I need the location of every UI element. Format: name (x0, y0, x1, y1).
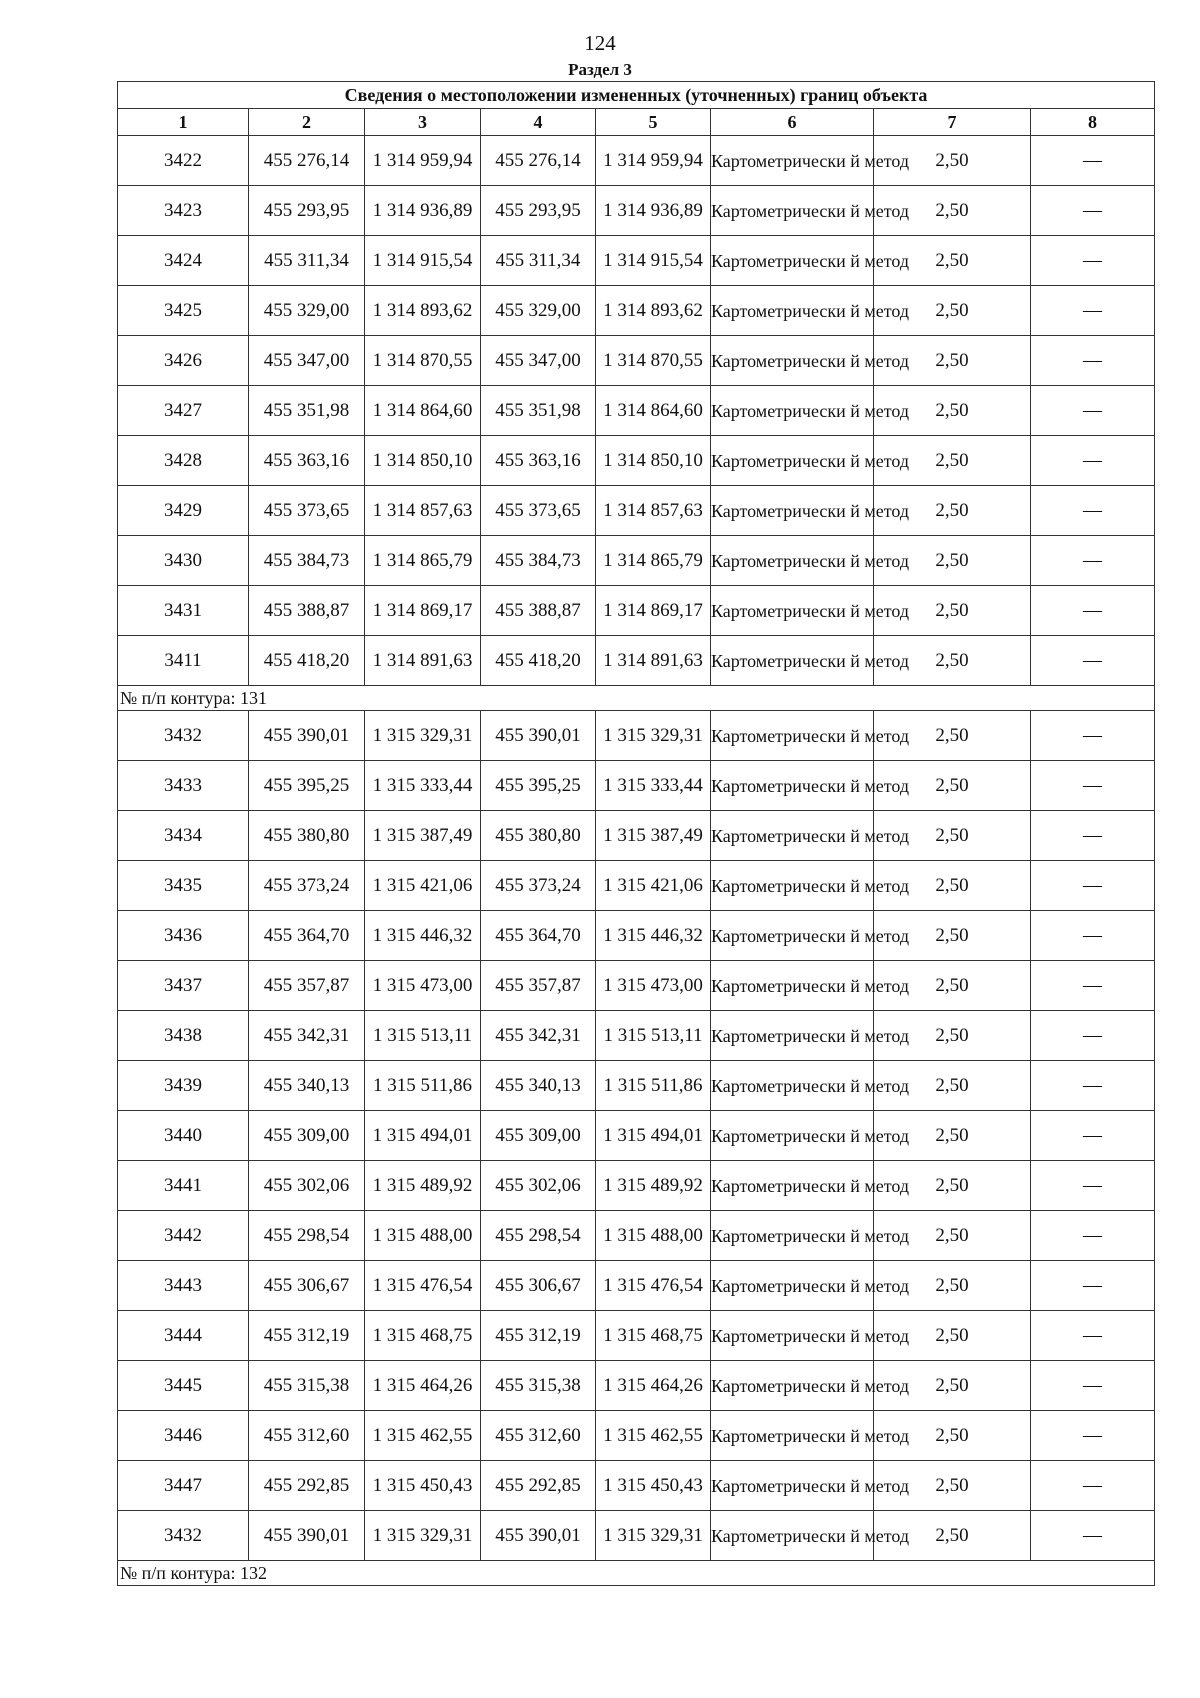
x-existing-cell: 455 373,65 (249, 486, 365, 536)
y-new-cell: 1 314 865,79 (596, 536, 711, 586)
point-number-cell: 3425 (118, 286, 249, 336)
method-cell: Картометрически й метод (711, 1461, 874, 1511)
x-new-cell: 455 357,87 (481, 961, 596, 1011)
x-new-cell: 455 329,00 (481, 286, 596, 336)
y-new-cell: 1 315 489,92 (596, 1161, 711, 1211)
x-new-cell: 455 390,01 (481, 711, 596, 761)
precision-cell: 2,50 (874, 1261, 1031, 1311)
y-new-cell: 1 315 511,86 (596, 1061, 711, 1111)
table-row (118, 486, 1155, 536)
point-number-cell: 3428 (118, 436, 249, 486)
x-existing-cell: 455 380,80 (249, 811, 365, 861)
point-number-cell: 3447 (118, 1461, 249, 1511)
table-row (118, 1161, 1155, 1211)
precision-cell: 2,50 (874, 1361, 1031, 1411)
point-number-cell: 3424 (118, 236, 249, 286)
y-new-cell: 1 314 891,63 (596, 636, 711, 686)
y-new-cell: 1 314 893,62 (596, 286, 711, 336)
column-header-6: 6 (711, 109, 874, 136)
table-row (118, 961, 1155, 1011)
y-new-cell: 1 315 462,55 (596, 1411, 711, 1461)
x-new-cell: 455 302,06 (481, 1161, 596, 1211)
x-new-cell: 455 384,73 (481, 536, 596, 586)
y-new-cell: 1 314 857,63 (596, 486, 711, 536)
description-cell: — (1031, 761, 1155, 811)
method-cell: Картометрически й метод (711, 961, 874, 1011)
column-header-5: 5 (596, 109, 711, 136)
x-new-cell: 455 293,95 (481, 186, 596, 236)
description-cell: — (1031, 1361, 1155, 1411)
y-existing-cell: 1 315 329,31 (365, 1511, 481, 1561)
description-cell: — (1031, 961, 1155, 1011)
method-cell: Картометрически й метод (711, 861, 874, 911)
x-new-cell: 455 298,54 (481, 1211, 596, 1261)
y-existing-cell: 1 315 387,49 (365, 811, 481, 861)
y-existing-cell: 1 315 468,75 (365, 1311, 481, 1361)
description-cell: — (1031, 1211, 1155, 1261)
method-cell: Картометрически й метод (711, 1211, 874, 1261)
y-new-cell: 1 315 329,31 (596, 711, 711, 761)
x-new-cell: 455 315,38 (481, 1361, 596, 1411)
description-cell: — (1031, 1411, 1155, 1461)
y-new-cell: 1 314 870,55 (596, 336, 711, 386)
precision-cell: 2,50 (874, 1461, 1031, 1511)
y-new-cell: 1 315 333,44 (596, 761, 711, 811)
method-cell: Картометрически й метод (711, 1161, 874, 1211)
table-row (118, 1411, 1155, 1461)
x-existing-cell: 455 418,20 (249, 636, 365, 686)
x-existing-cell: 455 342,31 (249, 1011, 365, 1061)
table-row (118, 861, 1155, 911)
x-existing-cell: 455 347,00 (249, 336, 365, 386)
description-cell: — (1031, 436, 1155, 486)
section-title: Раздел 3 (568, 60, 632, 79)
point-number-cell: 3441 (118, 1161, 249, 1211)
method-cell: Картометрически й метод (711, 236, 874, 286)
point-number-cell: 3411 (118, 636, 249, 686)
y-existing-cell: 1 314 936,89 (365, 186, 481, 236)
x-existing-cell: 455 309,00 (249, 1111, 365, 1161)
point-number-cell: 3439 (118, 1061, 249, 1111)
method-cell: Картометрически й метод (711, 586, 874, 636)
table-row (118, 136, 1155, 186)
x-new-cell: 455 363,16 (481, 436, 596, 486)
precision-cell: 2,50 (874, 486, 1031, 536)
y-existing-cell: 1 315 489,92 (365, 1161, 481, 1211)
table-row (118, 536, 1155, 586)
point-number-cell: 3427 (118, 386, 249, 436)
precision-cell: 2,50 (874, 861, 1031, 911)
point-number-cell: 3437 (118, 961, 249, 1011)
table-row (118, 1361, 1155, 1411)
y-existing-cell: 1 315 513,11 (365, 1011, 481, 1061)
x-existing-cell: 455 384,73 (249, 536, 365, 586)
method-cell: Картометрически й метод (711, 186, 874, 236)
x-new-cell: 455 388,87 (481, 586, 596, 636)
y-new-cell: 1 314 936,89 (596, 186, 711, 236)
page-number: 124 (584, 31, 616, 55)
description-cell: — (1031, 136, 1155, 186)
x-existing-cell: 455 312,19 (249, 1311, 365, 1361)
point-number-cell: 3432 (118, 1511, 249, 1561)
description-cell: — (1031, 811, 1155, 861)
description-cell: — (1031, 386, 1155, 436)
x-new-cell: 455 309,00 (481, 1111, 596, 1161)
method-cell: Картометрически й метод (711, 136, 874, 186)
x-existing-cell: 455 364,70 (249, 911, 365, 961)
y-new-cell: 1 315 450,43 (596, 1461, 711, 1511)
y-existing-cell: 1 314 893,62 (365, 286, 481, 336)
y-new-cell: 1 315 476,54 (596, 1261, 711, 1311)
description-cell: — (1031, 1061, 1155, 1111)
description-cell: — (1031, 286, 1155, 336)
y-existing-cell: 1 315 421,06 (365, 861, 481, 911)
table-row (118, 1011, 1155, 1061)
x-new-cell: 455 340,13 (481, 1061, 596, 1111)
x-existing-cell: 455 395,25 (249, 761, 365, 811)
x-existing-cell: 455 363,16 (249, 436, 365, 486)
method-cell: Картометрически й метод (711, 1261, 874, 1311)
table-row (118, 386, 1155, 436)
precision-cell: 2,50 (874, 386, 1031, 436)
table-caption: Сведения о местоположении измененных (уточненных) границ объекта (118, 82, 1155, 109)
y-new-cell: 1 315 446,32 (596, 911, 711, 961)
precision-cell: 2,50 (874, 1161, 1031, 1211)
precision-cell: 2,50 (874, 286, 1031, 336)
x-new-cell: 455 390,01 (481, 1511, 596, 1561)
x-new-cell: 455 380,80 (481, 811, 596, 861)
y-new-cell: 1 315 421,06 (596, 861, 711, 911)
y-existing-cell: 1 315 329,31 (365, 711, 481, 761)
description-cell: — (1031, 1311, 1155, 1361)
x-existing-cell: 455 315,38 (249, 1361, 365, 1411)
precision-cell: 2,50 (874, 586, 1031, 636)
x-existing-cell: 455 311,34 (249, 236, 365, 286)
method-cell: Картометрически й метод (711, 761, 874, 811)
contour-label: № п/п контура: 131 (118, 686, 1155, 711)
table-caption-row (118, 82, 1155, 109)
precision-cell: 2,50 (874, 186, 1031, 236)
x-new-cell: 455 373,24 (481, 861, 596, 911)
y-existing-cell: 1 315 464,26 (365, 1361, 481, 1411)
description-cell: — (1031, 586, 1155, 636)
x-new-cell: 455 395,25 (481, 761, 596, 811)
method-cell: Картометрически й метод (711, 811, 874, 861)
y-new-cell: 1 314 850,10 (596, 436, 711, 486)
description-cell: — (1031, 636, 1155, 686)
method-cell: Картометрически й метод (711, 1061, 874, 1111)
table-row (118, 1111, 1155, 1161)
point-number-cell: 3434 (118, 811, 249, 861)
description-cell: — (1031, 911, 1155, 961)
y-new-cell: 1 315 473,00 (596, 961, 711, 1011)
x-existing-cell: 455 357,87 (249, 961, 365, 1011)
precision-cell: 2,50 (874, 436, 1031, 486)
column-header-row (118, 109, 1155, 136)
y-existing-cell: 1 315 494,01 (365, 1111, 481, 1161)
y-existing-cell: 1 315 473,00 (365, 961, 481, 1011)
point-number-cell: 3442 (118, 1211, 249, 1261)
y-existing-cell: 1 314 959,94 (365, 136, 481, 186)
method-cell: Картометрически й метод (711, 336, 874, 386)
precision-cell: 2,50 (874, 136, 1031, 186)
point-number-cell: 3435 (118, 861, 249, 911)
point-number-cell: 3432 (118, 711, 249, 761)
point-number-cell: 3445 (118, 1361, 249, 1411)
description-cell: — (1031, 1111, 1155, 1161)
x-existing-cell: 455 312,60 (249, 1411, 365, 1461)
precision-cell: 2,50 (874, 911, 1031, 961)
y-existing-cell: 1 314 857,63 (365, 486, 481, 536)
description-cell: — (1031, 336, 1155, 386)
y-existing-cell: 1 315 476,54 (365, 1261, 481, 1311)
precision-cell: 2,50 (874, 536, 1031, 586)
method-cell: Картометрически й метод (711, 1361, 874, 1411)
y-new-cell: 1 314 864,60 (596, 386, 711, 436)
y-new-cell: 1 315 464,26 (596, 1361, 711, 1411)
precision-cell: 2,50 (874, 1061, 1031, 1111)
column-header-4: 4 (481, 109, 596, 136)
y-existing-cell: 1 315 511,86 (365, 1061, 481, 1111)
x-new-cell: 455 418,20 (481, 636, 596, 686)
precision-cell: 2,50 (874, 711, 1031, 761)
column-header-8: 8 (1031, 109, 1155, 136)
precision-cell: 2,50 (874, 1311, 1031, 1361)
point-number-cell: 3444 (118, 1311, 249, 1361)
description-cell: — (1031, 711, 1155, 761)
y-new-cell: 1 314 915,54 (596, 236, 711, 286)
description-cell: — (1031, 861, 1155, 911)
y-new-cell: 1 315 488,00 (596, 1211, 711, 1261)
x-existing-cell: 455 390,01 (249, 711, 365, 761)
method-cell: Картометрически й метод (711, 436, 874, 486)
method-cell: Картометрически й метод (711, 1111, 874, 1161)
method-cell: Картометрически й метод (711, 1311, 874, 1361)
y-existing-cell: 1 315 333,44 (365, 761, 481, 811)
description-cell: — (1031, 1461, 1155, 1511)
coordinates-table (117, 81, 1155, 1586)
y-new-cell: 1 314 959,94 (596, 136, 711, 186)
x-existing-cell: 455 293,95 (249, 186, 365, 236)
point-number-cell: 3436 (118, 911, 249, 961)
column-header-7: 7 (874, 109, 1031, 136)
method-cell: Картометрически й метод (711, 711, 874, 761)
y-existing-cell: 1 315 446,32 (365, 911, 481, 961)
point-number-cell: 3426 (118, 336, 249, 386)
x-existing-cell: 455 302,06 (249, 1161, 365, 1211)
table-row (118, 1261, 1155, 1311)
y-existing-cell: 1 314 869,17 (365, 586, 481, 636)
table-row (118, 1461, 1155, 1511)
table-row (118, 636, 1155, 686)
description-cell: — (1031, 536, 1155, 586)
point-number-cell: 3423 (118, 186, 249, 236)
column-header-1: 1 (118, 109, 249, 136)
x-new-cell: 455 311,34 (481, 236, 596, 286)
method-cell: Картометрически й метод (711, 1011, 874, 1061)
point-number-cell: 3422 (118, 136, 249, 186)
y-existing-cell: 1 314 865,79 (365, 536, 481, 586)
column-header-2: 2 (249, 109, 365, 136)
y-existing-cell: 1 314 915,54 (365, 236, 481, 286)
x-new-cell: 455 347,00 (481, 336, 596, 386)
method-cell: Картометрически й метод (711, 486, 874, 536)
x-new-cell: 455 312,19 (481, 1311, 596, 1361)
y-existing-cell: 1 315 450,43 (365, 1461, 481, 1511)
y-existing-cell: 1 314 850,10 (365, 436, 481, 486)
x-new-cell: 455 306,67 (481, 1261, 596, 1311)
method-cell: Картометрически й метод (711, 536, 874, 586)
point-number-cell: 3446 (118, 1411, 249, 1461)
precision-cell: 2,50 (874, 1011, 1031, 1061)
precision-cell: 2,50 (874, 1411, 1031, 1461)
precision-cell: 2,50 (874, 1511, 1031, 1561)
table-row (118, 1511, 1155, 1561)
x-existing-cell: 455 292,85 (249, 1461, 365, 1511)
point-number-cell: 3443 (118, 1261, 249, 1311)
precision-cell: 2,50 (874, 761, 1031, 811)
table-row (118, 1061, 1155, 1111)
y-new-cell: 1 314 869,17 (596, 586, 711, 636)
x-new-cell: 455 292,85 (481, 1461, 596, 1511)
description-cell: — (1031, 1511, 1155, 1561)
x-new-cell: 455 342,31 (481, 1011, 596, 1061)
description-cell: — (1031, 186, 1155, 236)
description-cell: — (1031, 1261, 1155, 1311)
x-new-cell: 455 373,65 (481, 486, 596, 536)
precision-cell: 2,50 (874, 811, 1031, 861)
y-new-cell: 1 315 513,11 (596, 1011, 711, 1061)
table-row (118, 911, 1155, 961)
precision-cell: 2,50 (874, 961, 1031, 1011)
x-new-cell: 455 312,60 (481, 1411, 596, 1461)
y-existing-cell: 1 314 891,63 (365, 636, 481, 686)
contour-row (118, 686, 1155, 711)
y-existing-cell: 1 314 870,55 (365, 336, 481, 386)
y-new-cell: 1 315 494,01 (596, 1111, 711, 1161)
table-row (118, 186, 1155, 236)
method-cell: Картометрически й метод (711, 286, 874, 336)
y-new-cell: 1 315 329,31 (596, 1511, 711, 1561)
y-existing-cell: 1 314 864,60 (365, 386, 481, 436)
table-row (118, 711, 1155, 761)
precision-cell: 2,50 (874, 336, 1031, 386)
x-existing-cell: 455 390,01 (249, 1511, 365, 1561)
table-row (118, 1311, 1155, 1361)
column-header-3: 3 (365, 109, 481, 136)
precision-cell: 2,50 (874, 636, 1031, 686)
table-row (118, 436, 1155, 486)
description-cell: — (1031, 236, 1155, 286)
method-cell: Картометрически й метод (711, 1511, 874, 1561)
method-cell: Картометрически й метод (711, 386, 874, 436)
table-row (118, 286, 1155, 336)
method-cell: Картометрически й метод (711, 1411, 874, 1461)
point-number-cell: 3433 (118, 761, 249, 811)
point-number-cell: 3440 (118, 1111, 249, 1161)
table-row (118, 236, 1155, 286)
x-existing-cell: 455 329,00 (249, 286, 365, 336)
point-number-cell: 3429 (118, 486, 249, 536)
description-cell: — (1031, 1011, 1155, 1061)
x-existing-cell: 455 340,13 (249, 1061, 365, 1111)
contour-row (118, 1561, 1155, 1586)
x-existing-cell: 455 351,98 (249, 386, 365, 436)
y-new-cell: 1 315 468,75 (596, 1311, 711, 1361)
table-row (118, 761, 1155, 811)
table-row (118, 336, 1155, 386)
description-cell: — (1031, 486, 1155, 536)
method-cell: Картометрически й метод (711, 911, 874, 961)
x-existing-cell: 455 298,54 (249, 1211, 365, 1261)
description-cell: — (1031, 1161, 1155, 1211)
table-row (118, 586, 1155, 636)
x-new-cell: 455 351,98 (481, 386, 596, 436)
point-number-cell: 3431 (118, 586, 249, 636)
table-row (118, 1211, 1155, 1261)
x-existing-cell: 455 276,14 (249, 136, 365, 186)
precision-cell: 2,50 (874, 236, 1031, 286)
x-existing-cell: 455 388,87 (249, 586, 365, 636)
method-cell: Картометрически й метод (711, 636, 874, 686)
x-new-cell: 455 276,14 (481, 136, 596, 186)
precision-cell: 2,50 (874, 1111, 1031, 1161)
point-number-cell: 3430 (118, 536, 249, 586)
table-row (118, 811, 1155, 861)
x-existing-cell: 455 373,24 (249, 861, 365, 911)
precision-cell: 2,50 (874, 1211, 1031, 1261)
contour-label: № п/п контура: 132 (118, 1561, 1155, 1586)
x-existing-cell: 455 306,67 (249, 1261, 365, 1311)
y-existing-cell: 1 315 462,55 (365, 1411, 481, 1461)
y-existing-cell: 1 315 488,00 (365, 1211, 481, 1261)
point-number-cell: 3438 (118, 1011, 249, 1061)
y-new-cell: 1 315 387,49 (596, 811, 711, 861)
x-new-cell: 455 364,70 (481, 911, 596, 961)
